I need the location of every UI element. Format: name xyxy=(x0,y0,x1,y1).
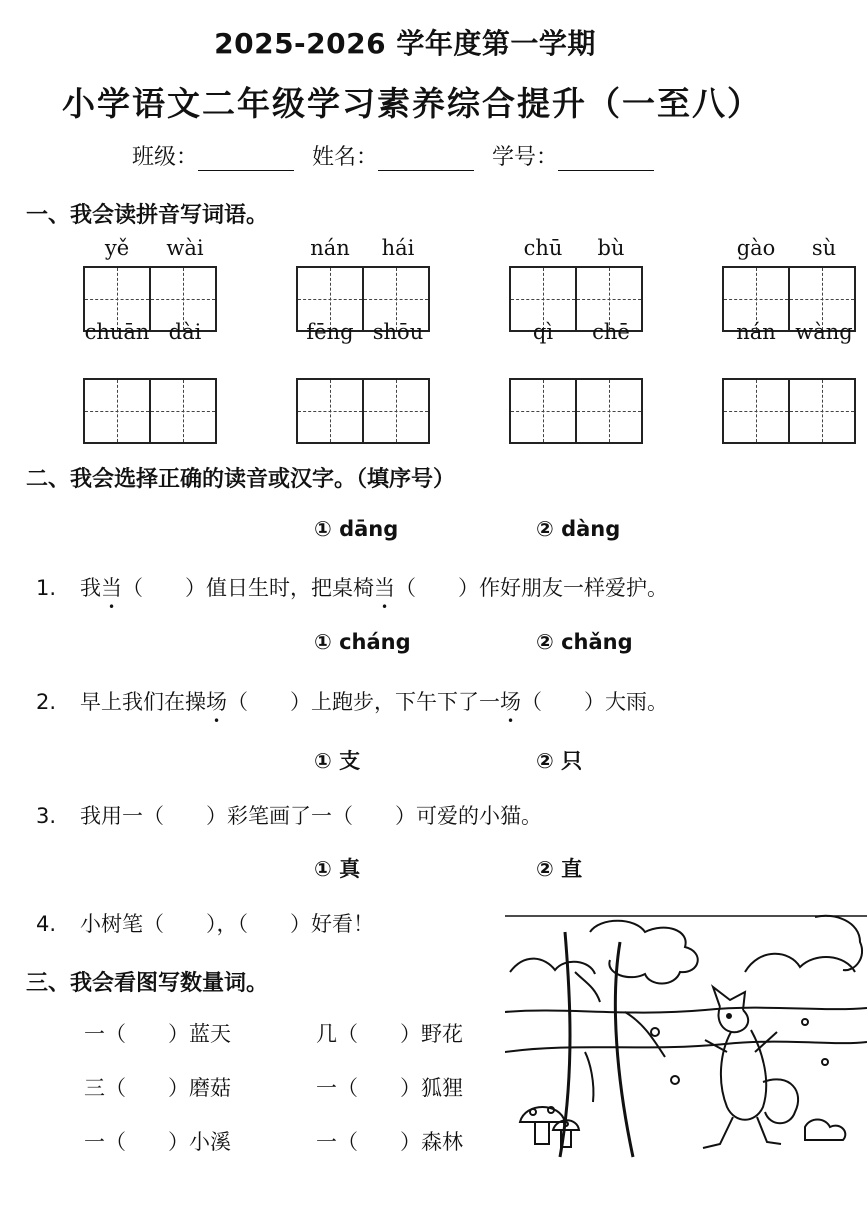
id-blank[interactable] xyxy=(558,146,654,171)
q3-option-1: ① 支 xyxy=(314,749,361,773)
q1-text-a: 我 xyxy=(80,576,101,600)
q4-option-1: ① 真 xyxy=(314,857,361,881)
question-1 xyxy=(36,572,668,602)
tianzige-box[interactable] xyxy=(575,378,643,444)
q1-option-2: ② dàng xyxy=(536,517,621,541)
measure-item: 一（ ）蓝天 xyxy=(84,1022,231,1046)
pinyin-syllable: chū xyxy=(523,236,563,260)
tianzige-box[interactable] xyxy=(83,378,151,444)
tianzige-box[interactable] xyxy=(722,378,790,444)
q1-dotted-char-2: 当 xyxy=(374,576,395,600)
q1-option-1: ① dāng xyxy=(314,517,399,541)
pinyin-syllable: fēng xyxy=(306,320,354,344)
pinyin-syllable: sù xyxy=(811,236,837,260)
tree-canopy xyxy=(590,921,698,984)
fox-icon xyxy=(703,987,798,1148)
question-number: 1. xyxy=(36,576,57,600)
q2-dotted-char-1: 场 xyxy=(206,690,227,714)
pinyin-syllable: dài xyxy=(168,320,202,344)
bush-shape xyxy=(745,954,855,972)
pinyin-syllable: yě xyxy=(104,236,130,260)
measure-item: 几（ ）野花 xyxy=(316,1022,463,1046)
name-label: 姓名： xyxy=(312,145,379,170)
bush-shape xyxy=(510,959,595,974)
pinyin-syllable: chuān xyxy=(84,320,150,344)
q4-option-2: ② 直 xyxy=(536,857,583,881)
student-info xyxy=(132,140,654,171)
tianzige-pair xyxy=(296,378,427,444)
measure-item: 一（ ）小溪 xyxy=(84,1130,231,1154)
mushroom-icon xyxy=(520,1107,565,1122)
id-label: 学号： xyxy=(492,145,559,170)
question-2 xyxy=(36,686,668,716)
pinyin-syllable: bù xyxy=(597,236,625,260)
tianzige-pair xyxy=(83,378,214,444)
forest-fox-illustration xyxy=(505,912,867,1162)
measure-item: 一（ ）狐狸 xyxy=(316,1076,463,1100)
measure-item: 三（ ）磨菇 xyxy=(84,1076,231,1100)
tianzige-box[interactable] xyxy=(149,378,217,444)
term-title: 2025-2026 学年度第一学期 xyxy=(214,27,596,60)
tianzige-pair xyxy=(509,378,640,444)
question-4 xyxy=(36,908,374,938)
q2-option-2: ② chǎng xyxy=(536,630,633,654)
section2-heading: 二、我会选择正确的读音或汉字。（填序号） xyxy=(26,467,456,492)
pinyin-syllable: chē xyxy=(592,320,630,344)
q2-text-c: （ ）大雨。 xyxy=(521,690,668,714)
q3-option-2: ② 只 xyxy=(536,749,583,773)
q4-text: 小树笔（ ），（ ）好看！ xyxy=(80,912,374,936)
tianzige-box[interactable] xyxy=(788,378,856,444)
q1-dotted-char-1: 当 xyxy=(101,576,122,600)
worksheet-title: 小学语文二年级学习素养综合提升（一至八） xyxy=(62,84,762,123)
tianzige-box[interactable] xyxy=(509,378,577,444)
q1-text-b: （ ）值日生时，把桌椅 xyxy=(122,576,374,600)
question-3 xyxy=(36,800,542,830)
pinyin-syllable: gào xyxy=(736,236,776,260)
pinyin-syllable: wài xyxy=(166,236,204,260)
q1-text-c: （ ）作好朋友一样爱护。 xyxy=(395,576,668,600)
question-number: 4. xyxy=(36,912,57,936)
class-label: 班级： xyxy=(132,145,199,170)
pinyin-syllable: hái xyxy=(381,236,415,260)
class-blank[interactable] xyxy=(198,146,294,171)
pinyin-syllable: wàng xyxy=(795,320,853,344)
measure-item: 一（ ）森林 xyxy=(316,1130,463,1154)
section1-heading: 一、我会读拼音写词语。 xyxy=(26,203,269,228)
pinyin-syllable: shōu xyxy=(372,320,424,344)
question-number: 3. xyxy=(36,804,57,828)
pinyin-syllable: nán xyxy=(310,236,350,260)
flower-bush xyxy=(805,1120,845,1141)
q3-text: 我用一（ ）彩笔画了一（ ）可爱的小猫。 xyxy=(80,804,542,828)
q2-option-1: ① cháng xyxy=(314,630,411,654)
tianzige-box[interactable] xyxy=(362,378,430,444)
q2-text-b: （ ）上跑步，下午下了一 xyxy=(227,690,500,714)
tianzige-pair xyxy=(722,378,853,444)
q2-text-a: 早上我们在操 xyxy=(80,690,206,714)
q2-dotted-char-2: 场 xyxy=(500,690,521,714)
name-blank[interactable] xyxy=(378,146,474,171)
tianzige-box[interactable] xyxy=(296,378,364,444)
section3-heading: 三、我会看图写数量词。 xyxy=(26,971,269,996)
pinyin-syllable: nán xyxy=(736,320,776,344)
pinyin-syllable: qì xyxy=(532,320,554,344)
question-number: 2. xyxy=(36,690,57,714)
